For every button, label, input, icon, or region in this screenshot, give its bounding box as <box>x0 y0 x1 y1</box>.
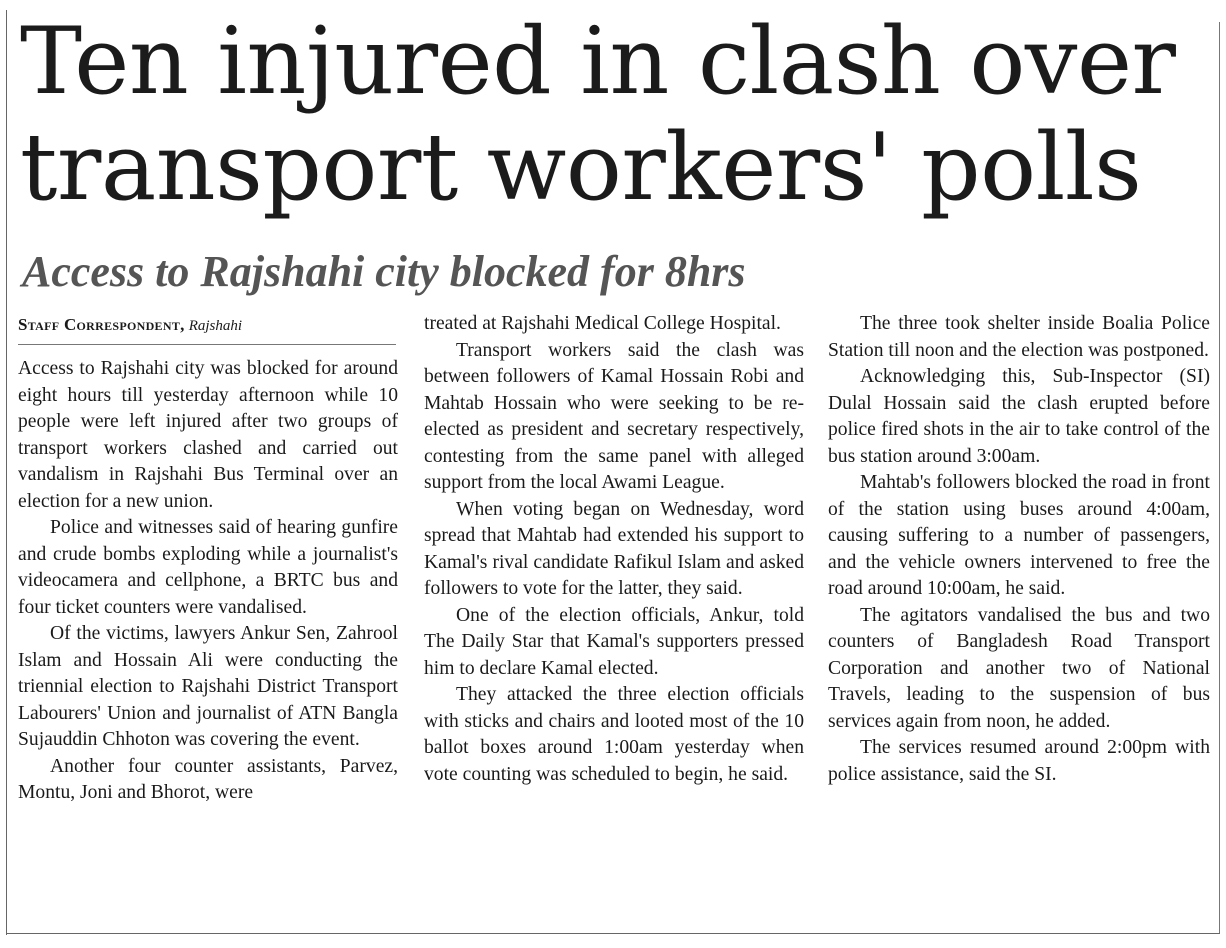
paragraph: The services resumed around 2:00pm with police assistance, said the SI. <box>828 737 1210 785</box>
paragraph: Of the victims, lawyers Ankur Sen, Zahrool Islam and Hossain Ali were conducting the triennial election to Rajshahi District Transport Labourers' Union and journalist of ATN Bangla Sujauddin Chhoton was covering the event. <box>18 623 398 750</box>
paragraph: Another four counter assistants, Parvez, Montu, Joni and Bhorot, were <box>18 755 398 803</box>
paragraph: Mahtab's followers blocked the road in front of the station using buses around 4:00am, causing suffering to a number of passengers, and the vehicle owners intervened to free the road around 10:00am, he said. <box>828 472 1210 599</box>
bottom-border-rule <box>6 933 1220 934</box>
left-border-rule <box>6 10 7 935</box>
article-column-1 <box>18 356 398 807</box>
article-column-2 <box>424 311 804 788</box>
headline-line-1: Ten injured in clash over <box>20 7 1176 115</box>
byline-location: Rajshahi <box>188 318 243 334</box>
paragraph: The three took shelter inside Boalia Police Station till noon and the election was postponed. <box>828 313 1210 361</box>
headline <box>20 8 1216 220</box>
paragraph-continued: treated at Rajshahi Medical College Hospital. <box>424 313 781 334</box>
right-border-rule <box>1219 22 1220 934</box>
byline-author: Staff Correspondent, <box>18 315 185 334</box>
paragraph: When voting began on Wednesday, word spread that Mahtab had extended his support to Kamal's rival candidate Rafikul Islam and asked followers to vote for the latter, they said. <box>424 498 804 599</box>
subheadline: Access to Rajshahi city blocked for 8hrs <box>22 247 746 296</box>
byline <box>18 315 242 335</box>
paragraph: Access to Rajshahi city was blocked for around eight hours till yesterday afternoon while 10 people were left injured after two groups of transport workers clashed and carried out vandalism in Rajshahi Bus Terminal over an election for a new union. <box>18 358 398 512</box>
paragraph: The agitators vandalised the bus and two counters of Bangladesh Road Transport Corporation and another two of National Travels, leading to the suspension of bus services again from noon, he added. <box>828 604 1210 732</box>
paragraph: They attacked the three election officials with sticks and chairs and looted most of the 10 ballot boxes around 1:00am yesterday when vote counting was scheduled to begin, he said. <box>424 684 804 785</box>
headline-line-2: transport workers' polls <box>20 113 1142 221</box>
paragraph: One of the election officials, Ankur, told The Daily Star that Kamal's supporters pressed him to declare Kamal elected. <box>424 604 804 679</box>
paragraph: Acknowledging this, Sub-Inspector (SI) Dulal Hossain said the clash erupted before police fired shots in the air to take control of the bus station around 3:00am. <box>828 366 1210 467</box>
byline-divider <box>18 344 396 345</box>
paragraph: Police and witnesses said of hearing gunfire and crude bombs exploding while a journalist's videocamera and cellphone, a BRTC bus and four ticket counters were vandalised. <box>18 517 398 618</box>
paragraph: Transport workers said the clash was between followers of Kamal Hossain Robi and Mahtab Hossain who were seeking to be re-elected as president and secretary respectively, contesting from the same panel with alleged support from the local Awami League. <box>424 339 804 493</box>
article-column-3 <box>828 311 1210 788</box>
